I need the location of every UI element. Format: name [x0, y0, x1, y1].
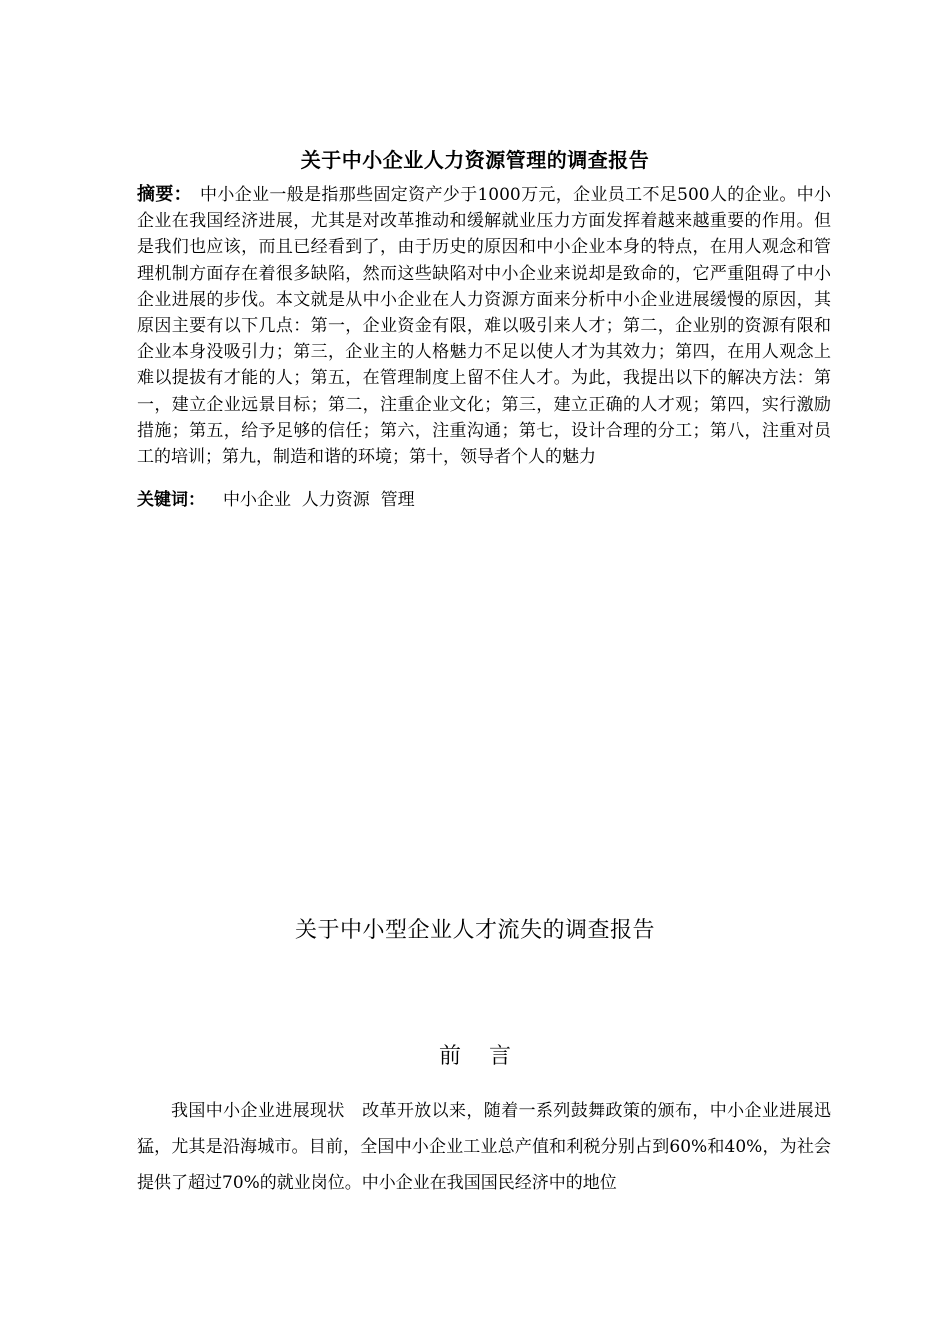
- keywords-text: 中小企业 人力资源 管理: [223, 490, 415, 510]
- keywords-label: 关键词：: [137, 490, 205, 510]
- abstract-paragraph: [137, 182, 831, 470]
- preface-heading: 前言: [438, 1044, 539, 1069]
- keywords-line: [137, 487, 415, 513]
- abstract-text: 中小企业一般是指那些固定资产少于1000万元，企业员工不足500人的企业。中小企业在我国经济进展，尤其是对改革推动和缓解就业压力方面发挥着越来越重要的作用。但是我们也应该，而且已经看到了，由于历史的原因和中小企业本身的特点，在用人观念和管理机制方面存在着很多缺陷，然而这些缺陷对中小企业来说却是致命的，它严重阻碍了中小企业进展的步伐。本文就是从中小企业在人力资源方面来分析中小企业进展缓慢的原因，其原因主要有以下几点：第一，企业资金有限，难以吸引来人才；第二，企业别的资源有限和企业本身没吸引力；第三，企业主的人格魅力不足以使人才为其效力；第四，在用人观念上难以提拔有才能的人；第五，在管理制度上留不住人才。为此，我提出以下的解决方法：第一，建立企业远景目标；第二，注重企业文化；第三，建立正确的人才观；第四，实行激励措施；第五，给予足够的信任；第六，注重沟通；第七，设计合理的分工；第八，注重对员工的培训；第九，制造和谐的环境；第十，领导者个人的魅力: [137, 185, 831, 468]
- report-title-talent-loss: 关于中小型企业人才流失的调查报告: [294, 918, 655, 943]
- preface-body-paragraph: 我国中小企业进展现状 改革开放以来，随着一系列鼓舞政策的颁布，中小企业进展迅猛，尤其是沿海城市。目前，全国中小企业工业总产值和利税分别占到60%和40%，为社会提供了超过70%的就业岗位。中小企业在我国国民经济中的地位: [137, 1101, 831, 1193]
- report-title-hr-management: 关于中小企业人力资源管理的调查报告: [300, 148, 650, 172]
- abstract-label: 摘要：: [137, 184, 193, 205]
